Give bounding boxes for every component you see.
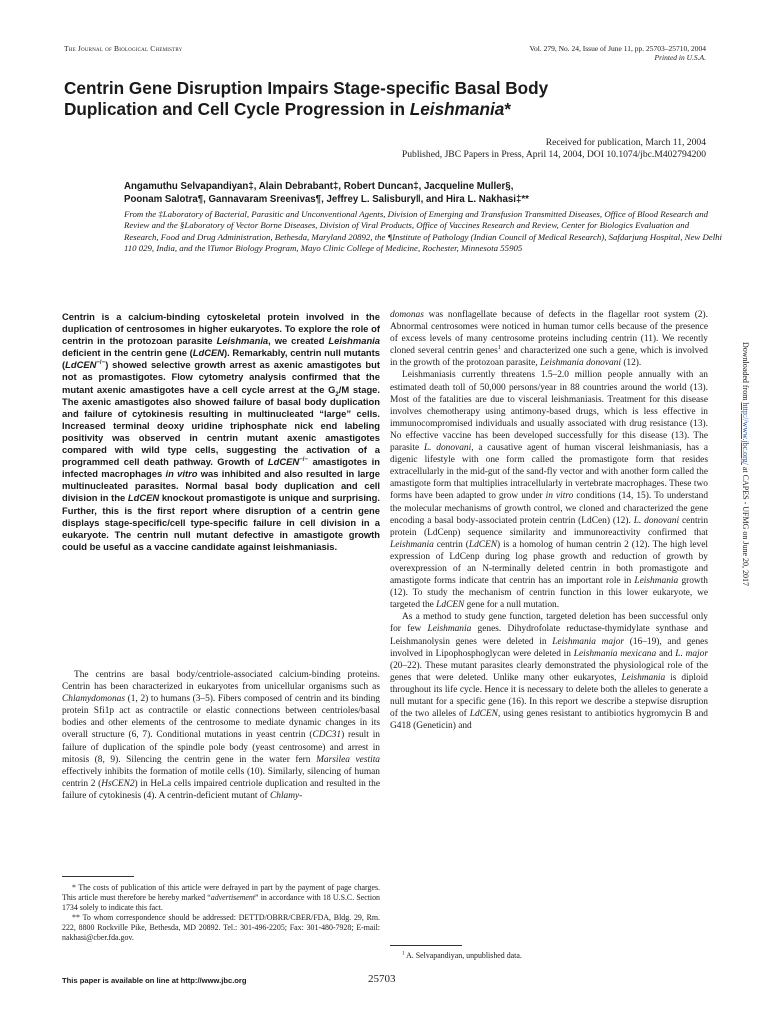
body-paragraph bbox=[390, 369, 708, 611]
download-text: Downloaded from bbox=[741, 342, 750, 403]
abstract-italic: LdCEN bbox=[267, 456, 300, 468]
footnote-number: 1 bbox=[402, 950, 405, 957]
body-italic: HsCEN2 bbox=[101, 778, 135, 789]
abstract-text: amastigotes in infected macrophages bbox=[62, 456, 380, 480]
body-text: growth (12). To study the mechanism of centrin function in this lower eukaryote, we targeted the bbox=[390, 576, 708, 611]
body-italic: Leishmania major bbox=[552, 636, 625, 647]
body-italic: Leishmania donovani bbox=[539, 358, 621, 369]
abstract-italic: LdCEN bbox=[65, 359, 97, 371]
body-italic: LdCEN bbox=[468, 539, 498, 550]
body-paragraph bbox=[390, 611, 708, 732]
body-text: effectively inhibits the formation of motile cells (10). Similarly, silencing of human centrin 2 ( bbox=[62, 766, 380, 789]
body-text: genes. Dihydrofolate reductase-thymidylate synthase and Leishmanolysin genes were deleted in bbox=[390, 624, 708, 647]
published-date-doi: Published, JBC Papers in Press, April 14, 2004, DOI 10.1074/jbc.M402794200 bbox=[401, 148, 706, 160]
body-text: (12). bbox=[620, 358, 642, 369]
online-availability: This paper is available on line at http://www.jbc.org bbox=[62, 976, 247, 985]
received-date: Received for publication, March 11, 2004 bbox=[545, 137, 706, 148]
abstract-italic: LdCEN bbox=[192, 347, 224, 359]
body-text: gene for a null mutation. bbox=[464, 600, 560, 611]
body-italic: L. donovani bbox=[423, 443, 472, 454]
body-text: is diploid throughout its life cycle. Hence it is necessary to delete both the alleles to generate a null mutant for a specific gene (16). In this report we describe a stepwise disruption of the two alleles of bbox=[390, 672, 708, 720]
body-italic: Leishmania mexicana bbox=[573, 648, 657, 659]
footnotes-left bbox=[62, 883, 380, 943]
footnote-text: ” in accordance with 18 U.S.C. Section 1734 solely to indicate this fact. bbox=[62, 893, 380, 912]
body-italic: Chlamy- bbox=[270, 790, 303, 801]
abstract-italic: Leishmania bbox=[216, 335, 269, 347]
body-italic: Leishmania bbox=[390, 539, 434, 550]
volume-line: Vol. 279, No. 24, Issue of June 11, pp. 25703–25710, 2004 bbox=[529, 44, 706, 53]
body-text: was nonflagellate because of defects in the flagellar root system (2). Abnormal centrosomes were noticed in human tumor cells because of the presence of excess levels of many centrosome proteins including centrin (11). We recently cloned several centrin genes bbox=[390, 310, 708, 357]
abstract-italic: in vitro bbox=[165, 468, 198, 480]
body-italic: in vitro bbox=[545, 491, 574, 502]
body-italic: Leishmania bbox=[621, 672, 666, 683]
author-list bbox=[124, 180, 714, 206]
title-line-2-text: Duplication and Cell Cycle Progression in bbox=[64, 99, 410, 119]
abstract-text: , we created bbox=[268, 335, 329, 347]
body-text: and bbox=[656, 648, 676, 659]
body-text: As a method to study gene function, targeted deletion has been successful only for few bbox=[390, 612, 708, 635]
abstract-text: knockout promastigote is unique and surprising. Further, this is the first report where disruption of a centrin gene displays stage-specific/cell type-specific failure in cell division in a eukaryote. The centrin null mutant defective in amastigote growth could be useful as a vaccine candidate against leishmaniasis. bbox=[62, 492, 380, 552]
body-text: and characterized one such a gene, which is involved in the growth of the protozoan parasite, bbox=[390, 346, 708, 369]
body-text: , a causative agent of human visceral leishmaniasis, has a digenic lifestyle with one form called the promastigote form that resides extracellularly in the mid-gut of the sand-fly vector and with another form called the amastigote form that multiplies intracellularly in vertebrate macrophages. These two forms have been adapted to grow under bbox=[390, 443, 708, 502]
affiliations: From the ‡Laboratory of Bacterial, Parasitic and Unconventional Agents, Division of Emerging and Transfusion Transmitted Diseases, Office of Blood Research and Review and the §Laboratory of Vector Borne Diseases, Division of Viral Products, Office of Vaccines Research and Review, Center for Biologics Evaluation and Research, Food and Drug Administration, Bethesda, Maryland 20892, the ¶Institute of Pathology (Indian Council of Medical Research), Safdarjung Hospital, New Delhi 110 029, India, and the ‖Tumor Biology Program, Mayo Clinic College of Medicine, Rochester, Minnesota 55905 bbox=[124, 209, 722, 253]
body-text: centrin ( bbox=[433, 539, 469, 550]
abstract-text: was inhibited and also resulted in large multinucleated parasites. Normal basal body duplication and cell division in the bbox=[62, 468, 380, 504]
footnote-text: A. Selvapandiyan, unpublished data. bbox=[404, 951, 522, 960]
body-italic: Leishmania bbox=[634, 576, 679, 587]
abstract-italic: Leishmania bbox=[328, 335, 381, 347]
footnote-correspondence: ** To whom correspondence should be addressed: DETTD/OBRR/CBER/FDA, Bldg. 29, Rm. 222, 8800 Rockville Pike, Bethesda, MD 20892. Tel.: 301-496-2205; Fax: 301-480-7928; E-mail: nakhasi@cber.fda.gov. bbox=[62, 913, 380, 942]
body-column-right bbox=[390, 309, 708, 732]
body-italic: LdCEN bbox=[436, 600, 465, 611]
body-text: ) in HeLa cells impaired centriole duplication and resulted in the failure of cytokinesis (4). A centrin-deficient mutant of bbox=[62, 778, 380, 801]
body-text: Leishmaniasis currently threatens 1.5–2.0 million people annually with an estimated death toll of 50,000 persons/year in 88 countries around the world (13). Most of the fatalities are due to visceral leishmaniasis. Treatment for this disease involves chemotherapy using antimony-based drugs, which is less effective in immunocompromised individuals and usually associated with drug resistance (13). No effective vaccine has been developed successfully for this disease (13). The parasite bbox=[390, 370, 708, 454]
body-text: centrin protein (LdCenp) sequence similarity and immunoreactivity confirmed that bbox=[390, 515, 709, 538]
body-text: The centrins are basal body/centriole-associated calcium-binding proteins. Centrin has been characterized in eukaryotes from unicellular organisms such as bbox=[62, 670, 380, 693]
footnote-italic: advertisement bbox=[210, 893, 256, 902]
download-text: at CAPES - UFMG on June 20, 2017 bbox=[741, 464, 750, 587]
body-column-left bbox=[62, 669, 380, 802]
body-italic: LdCEN bbox=[469, 709, 498, 720]
footnote-rule bbox=[62, 876, 134, 877]
article-title bbox=[64, 78, 684, 120]
body-text: (20–22). These mutant parasites clearly demonstrated the physiological role of the genes that were deleted. Unlike many other eukaryotes, bbox=[390, 660, 708, 683]
abstract-text: Centrin is a calcium-binding cytoskeletal protein involved in the duplication of centrosomes in higher eukaryotes. To explore the role of centrin in the protozoan parasite bbox=[62, 311, 380, 347]
jbc-link[interactable]: http://www.jbc.org/ bbox=[741, 402, 750, 465]
journal-name: The Journal of Biological Chemistry bbox=[64, 44, 183, 53]
abstract-text: ). Remarkably, centrin null mutants ( bbox=[62, 347, 380, 371]
abstract-text: deficient in the centrin gene ( bbox=[62, 347, 193, 359]
volume-info bbox=[530, 44, 706, 62]
footnote-ref: 1 bbox=[497, 345, 501, 352]
abstract-superscript: −/− bbox=[299, 456, 308, 463]
title-line-1: Centrin Gene Disruption Impairs Stage-specific Basal Body bbox=[64, 78, 549, 98]
title-line-2 bbox=[64, 99, 684, 120]
body-text: , using genes resistant to antibiotics hygromycin B and G418 (Geneticin) and bbox=[390, 709, 708, 732]
body-italic: Leishmania bbox=[427, 624, 472, 635]
footnote-text: * The costs of publication of this article were defrayed in part by the payment of page charges. This article must therefore be hereby marked “ bbox=[62, 883, 380, 902]
abstract-superscript: −/− bbox=[96, 359, 106, 367]
publication-dates bbox=[402, 137, 706, 160]
body-text: ) result in failure of duplication of the spindle pole body (yeast centrosome) and arrest in mitosis (8, 9). Silencing the centrin gene in the water fern bbox=[62, 730, 380, 765]
footnote-unpublished bbox=[402, 951, 522, 961]
authors-line-1: Angamuthu Selvapandiyan‡, Alain Debrabant‡, Robert Duncan‡, Jacqueline Muller§, bbox=[124, 181, 514, 192]
abstract bbox=[62, 311, 380, 553]
footnote-cost bbox=[62, 883, 380, 913]
download-sidebar bbox=[741, 342, 762, 762]
body-text: conditions (14, 15). To understand the molecular mechanisms of growth control, we cloned and characterized the gene encoding a basal body-associated protein centrin (LdCen) (12). bbox=[390, 491, 709, 526]
body-text: (16–19), and genes involved in Lipophosphoglycan were deleted in bbox=[390, 636, 708, 659]
body-text: (1, 2) to humans (3–5). Fibers composed of centrin and its binding protein Sfi1p act as contractile or elastic connections between centrioles/basal bodies and other elements of the centrosome to mediate dynamic changes in its overall structure (6, 7). Conditional mutations in yeast centrin ( bbox=[62, 694, 380, 741]
title-footnote-mark: * bbox=[504, 99, 512, 119]
body-italic: L. major bbox=[675, 648, 708, 659]
body-paragraph bbox=[390, 309, 708, 369]
body-italic: Chlamydomonas bbox=[62, 694, 126, 705]
abstract-text: /M stage. The axenic amastigotes also showed failure of basal body duplication and failure of cytokinesis resulting in multinucleated “large” cells. Increased terminal deoxy uridine triphosphate nick end labeling positivity was observed in centrin mutant axenic amastigotes compared with wild type cells, suggesting the activation of a programmed cell death pathway. Growth of bbox=[62, 383, 380, 468]
page-number: 25703 bbox=[368, 973, 396, 985]
download-notice bbox=[740, 342, 750, 762]
body-italic: CDC31 bbox=[312, 730, 342, 741]
body-text: ) is a homolog of human centrin 2 (12). The high level expression of LdCenp during log phase growth and reduction of growth by overexpression of an N-terminally deleted centrin in both promastigote and amastigote forms indicate that centrin has an important role in bbox=[390, 539, 708, 587]
abstract-text: ) showed selective growth arrest as axenic amastigotes but not as promastigotes. Flow cytometry analysis confirmed that the mutant axenic amastigotes have a cell cycle arrest at the G bbox=[62, 359, 380, 395]
body-italic: L. donovani bbox=[633, 515, 680, 526]
title-italic-genus: Leishmania bbox=[409, 99, 505, 119]
abstract-italic: LdCEN bbox=[127, 492, 160, 504]
body-italic: Marsilea vestita bbox=[316, 754, 380, 765]
body-italic: domonas bbox=[390, 310, 424, 320]
abstract-subscript: 2 bbox=[335, 390, 339, 398]
body-paragraph bbox=[62, 669, 380, 802]
printed-line: Printed in U.S.A. bbox=[654, 53, 706, 62]
authors-line-2: Poonam Salotra¶, Gannavaram Sreenivas¶, Jeffrey L. Salisbury‖, and Hira L. Nakhasi‡** bbox=[124, 194, 529, 206]
footnote-rule bbox=[390, 945, 462, 946]
